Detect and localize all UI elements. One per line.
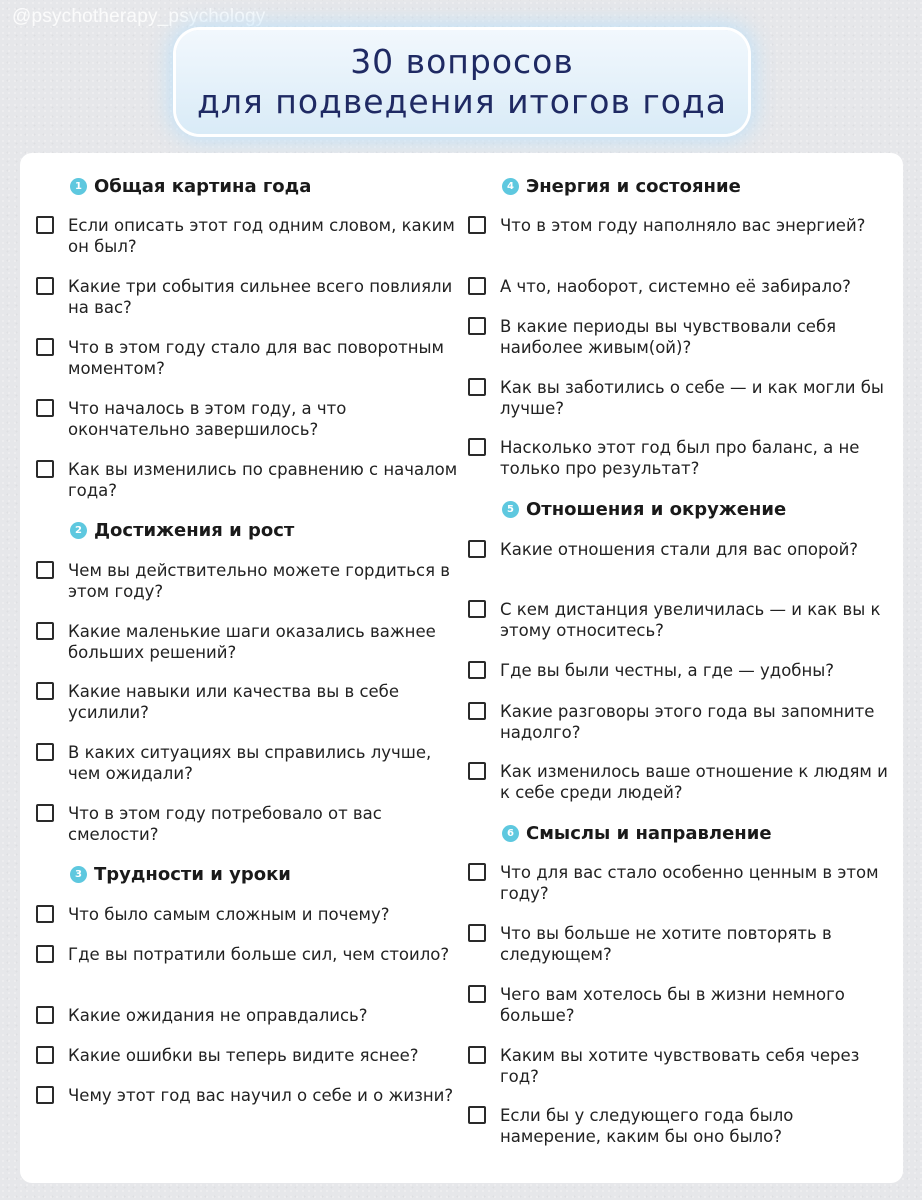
section-header-3 [70,859,291,889]
checkbox[interactable] [468,317,486,335]
question-text: Что началось в этом году, а что окончательно завершилось? [68,399,347,439]
section-number-badge: 1 [70,178,87,195]
question-item[interactable] [466,862,896,904]
question-item[interactable] [466,377,896,419]
checkbox[interactable] [36,399,54,417]
section-number-badge: 6 [502,825,519,842]
question-text: Как изменилось ваше отношение к людям и к себе среди людей? [500,762,888,802]
checkbox[interactable] [36,1046,54,1064]
checklist-card [20,153,903,1183]
question-item[interactable] [466,599,896,641]
question-item[interactable] [34,1005,464,1026]
section-title: Энергия и состояние [526,175,741,197]
question-text: Чего вам хотелось бы в жизни немного больше? [500,985,845,1025]
question-item[interactable] [466,660,896,681]
question-item[interactable] [466,923,896,965]
checkbox[interactable] [36,338,54,356]
question-item[interactable] [466,761,896,803]
question-text: Если бы у следующего года было намерение, каким бы оно было? [500,1106,794,1146]
question-item[interactable] [34,803,464,845]
question-text: Каким вы хотите чувствовать себя через год? [500,1046,860,1086]
checkbox[interactable] [468,1106,486,1124]
section-title: Общая картина года [94,175,312,197]
checkbox[interactable] [468,438,486,456]
question-text: В какие периоды вы чувствовали себя наиболее живым(ой)? [500,317,837,357]
question-item[interactable] [466,215,896,236]
title-line-2: для подведения итогов года [197,82,727,121]
section-header-1 [70,171,311,201]
question-text: Что было самым сложным и почему? [68,905,390,924]
question-item[interactable] [34,398,464,440]
question-text: Насколько этот год был про баланс, а не только про результат? [500,438,860,478]
checkbox[interactable] [468,1046,486,1064]
checkbox[interactable] [468,378,486,396]
question-text: Что для вас стало особенно ценным в этом году? [500,863,879,903]
section-header-4 [502,171,741,201]
question-item[interactable] [466,316,896,358]
question-item[interactable] [466,1045,896,1087]
question-item[interactable] [34,944,464,965]
question-item[interactable] [466,1105,896,1147]
question-text: Какие ошибки вы теперь видите яснее? [68,1046,419,1065]
question-text: А что, наоборот, системно её забирало? [500,277,851,296]
question-item[interactable] [34,681,464,723]
question-text: Какие отношения стали для вас опорой? [500,540,859,559]
checkbox[interactable] [468,540,486,558]
question-item[interactable] [34,1085,464,1106]
title-line-1: 30 вопросов [350,42,574,81]
question-text: Какие ожидания не оправдались? [68,1006,368,1025]
checkbox[interactable] [36,905,54,923]
question-item[interactable] [34,904,464,925]
question-item[interactable] [34,742,464,784]
question-item[interactable] [466,276,896,297]
question-text: Что в этом году наполняло вас энергией? [500,216,866,235]
checkbox[interactable] [468,216,486,234]
question-text: Какие разговоры этого года вы запомните надолго? [500,702,875,742]
section-title: Достижения и рост [94,519,295,541]
section-header-5 [502,494,786,524]
question-item[interactable] [34,621,464,663]
checkbox[interactable] [468,600,486,618]
question-item[interactable] [34,337,464,379]
checkbox[interactable] [468,277,486,295]
question-text: Где вы потратили больше сил, чем стоило? [68,945,450,964]
checkbox[interactable] [468,863,486,881]
question-text: Если описать этот год одним словом, каким он был? [68,216,455,256]
question-text: Чем вы действительно можете гордиться в этом году? [68,561,450,601]
checkbox[interactable] [36,945,54,963]
checkbox[interactable] [468,762,486,780]
question-text: Что в этом году потребовало от вас смелости? [68,804,382,844]
question-item[interactable] [466,984,896,1026]
checkbox[interactable] [468,661,486,679]
question-item[interactable] [34,215,464,257]
checkbox[interactable] [36,460,54,478]
checkbox[interactable] [468,702,486,720]
question-text: Какие маленькие шаги оказались важнее больших решений? [68,622,436,662]
question-text: В каких ситуациях вы справились лучше, чем ожидали? [68,743,432,783]
question-text: Что в этом году стало для вас поворотным моментом? [68,338,444,378]
checkbox[interactable] [468,924,486,942]
question-item[interactable] [34,276,464,318]
question-text: Где вы были честны, а где — удобны? [500,661,835,680]
question-item[interactable] [34,459,464,501]
checkbox[interactable] [468,985,486,1003]
section-title: Трудности и уроки [94,863,291,885]
watermark: @psychotherapy_psychology [12,6,266,27]
question-item[interactable] [34,560,464,602]
section-title: Смыслы и направление [526,822,772,844]
checkbox[interactable] [36,561,54,579]
section-header-2 [70,515,294,545]
checkbox[interactable] [36,277,54,295]
checkbox[interactable] [36,804,54,822]
title-banner [176,30,748,134]
section-title: Отношения и окружение [526,498,787,520]
checkbox[interactable] [36,216,54,234]
question-text: С кем дистанция увеличилась — и как вы к этому относитесь? [500,600,881,640]
checkbox[interactable] [36,682,54,700]
section-number-badge: 2 [70,522,87,539]
checkbox[interactable] [36,743,54,761]
checkbox[interactable] [36,1006,54,1024]
section-number-badge: 3 [70,866,87,883]
question-item[interactable] [466,437,896,479]
question-text: Чему этот год вас научил о себе и о жизни? [68,1086,454,1105]
question-item[interactable] [466,701,896,743]
question-text: Как вы изменились по сравнению с началом года? [68,460,458,500]
question-text: Какие три события сильнее всего повлияли на вас? [68,277,453,317]
question-text: Что вы больше не хотите повторять в следующем? [500,924,832,964]
section-header-6 [502,818,772,848]
question-text: Как вы заботились о себе — и как могли бы лучше? [500,378,884,418]
question-item[interactable] [34,1045,464,1066]
question-item[interactable] [466,539,896,560]
question-text: Какие навыки или качества вы в себе усилили? [68,682,399,722]
checkbox[interactable] [36,1086,54,1104]
section-number-badge: 5 [502,501,519,518]
checkbox[interactable] [36,622,54,640]
section-number-badge: 4 [502,178,519,195]
